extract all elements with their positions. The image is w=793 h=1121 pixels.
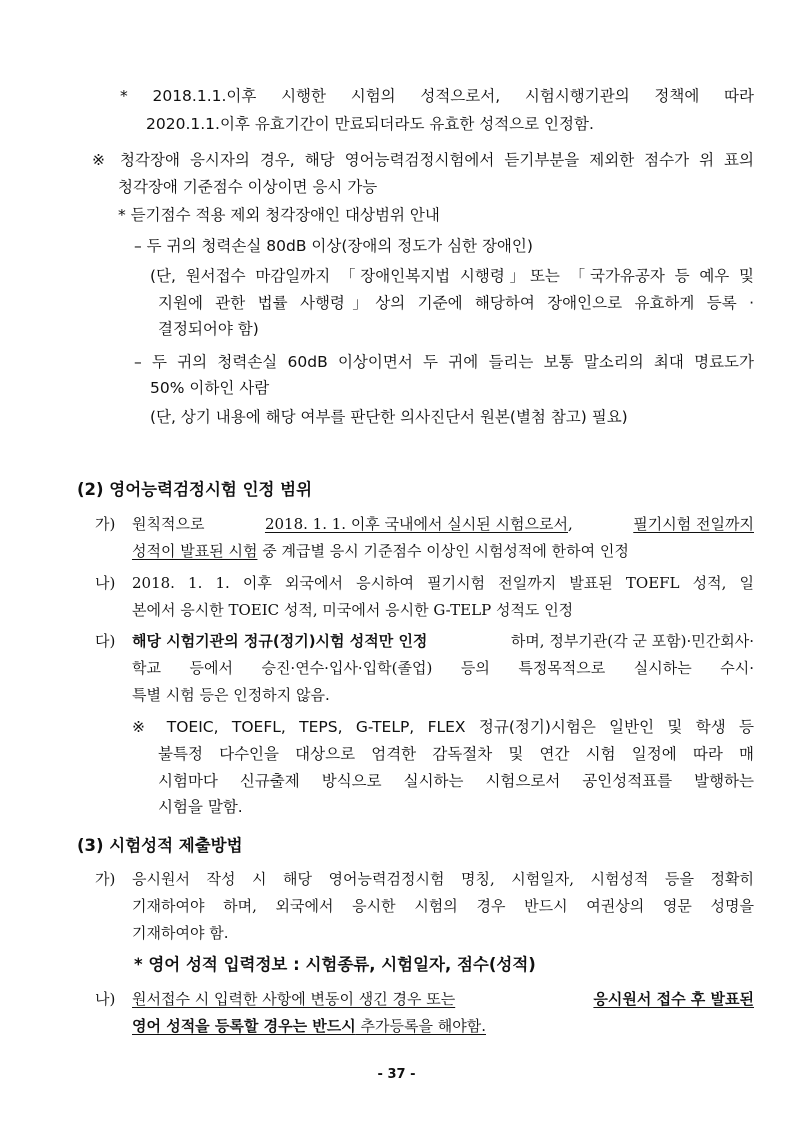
criterion-2-line-1: – 두 귀의 청력손실 60dB 이상이면서 두 귀에 들리는 보통 말소리의 최대 명료도가 [134, 353, 754, 371]
exam-note-line-1: ※ TOEIC, TOEFL, TEPS, G-TELP, FLEX 정규(정기)시험은 일반인 및 학생 등 [132, 718, 754, 736]
ga-text-principle: 원칙적으로 [132, 515, 205, 533]
ga-text-announced: 성적이 발표된 시험 [132, 542, 258, 560]
hearing-scope-title: * 듣기점수 적용 제외 청각장애인 대상범위 안내 [118, 206, 440, 224]
na-text-additional: 추가등록을 해야함. [355, 1017, 486, 1035]
section-2-heading: (2) 영어능력검정시험 인정 범위 [77, 480, 313, 499]
section-3-heading: (3) 시험성적 제출방법 [77, 836, 243, 855]
exam-note-line-4: 시험을 말함. [158, 798, 243, 816]
criterion-2-note: (단, 상기 내용에 해당 여부를 판단한 의사진단서 원본(별첨 참고) 필요) [150, 408, 628, 426]
submit-na-line-1 [132, 989, 754, 1009]
exam-note-line-3: 시험마다 신규출제 방식으로 실시하는 시험으로서 공인성적표를 발행하는 [158, 772, 754, 790]
submit-ga-line-3: 기재하여야 함. [132, 924, 229, 942]
ga-text-threshold: 중 계급별 응시 기준점수 이상인 시험성적에 한하여 인정 [257, 542, 629, 560]
submit-ga-label: 가) [95, 870, 116, 888]
item-ga-line-2 [132, 541, 629, 561]
item-da-line-2: 학교 등에서 승진·연수·입사·입학(졸업) 등의 특정목적으로 실시하는 수시· [132, 659, 754, 677]
criterion-1-note-3: 결정되어야 함) [158, 320, 259, 338]
hearing-note-line-2: 청각장애 기준점수 이상이면 응시 가능 [118, 178, 378, 196]
item-da-label: 다) [95, 632, 116, 650]
criterion-1: – 두 귀의 청력손실 80dB 이상(장애의 정도가 심한 장애인) [134, 237, 533, 255]
item-ga-label: 가) [95, 515, 116, 533]
item-na-line-1: 2018. 1. 1. 이후 외국에서 응시하여 필기시험 전일까지 발표된 TOEFL 성적, 일 [132, 574, 754, 592]
item-da-line-1 [132, 631, 754, 651]
submit-na-label: 나) [95, 990, 116, 1008]
score-input-info: * 영어 성적 입력정보 : 시험종류, 시험일자, 점수(성적) [134, 955, 536, 974]
hearing-note-line-1: ※ 청각장애 응시자의 경우, 해당 영어능력검정시험에서 듣기부분을 제외한 점수가 위 표의 [92, 151, 754, 169]
item-da-line-3: 특별 시험 등은 인정하지 않음. [132, 686, 330, 704]
da-text-rest: 하며, 정부기관(각 군 포함)·민간회사· [510, 632, 754, 650]
page-number: - 37 - [377, 1067, 416, 1082]
star-note-line-2: 2020.1.1.이후 유효기간이 만료되더라도 유효한 성적으로 인정함. [146, 115, 594, 133]
criterion-1-note-2: 지원에 관한 법률 사행령」상의 기준에 해당하여 장애인으로 유효하게 등록 · [158, 294, 754, 312]
star-note-line-1: * 2018.1.1.이후 시행한 시험의 성적으로서, 시험시행기관의 정책에 따라 [120, 87, 754, 105]
submit-ga-line-1: 응시원서 작성 시 해당 영어능력검정시험 명칭, 시험일자, 시험성적 등을 정확히 [132, 870, 754, 888]
item-ga-line-1 [132, 514, 754, 534]
na-text-must-register: 영어 성적을 등록할 경우는 반드시 [132, 1017, 356, 1035]
na-text-change: 원서접수 시 입력한 사항에 변동이 생긴 경우 또는 [132, 990, 456, 1008]
item-na-label: 나) [95, 574, 116, 592]
ga-text-comma: , [568, 515, 573, 533]
na-text-after-application: 응시원서 접수 후 발표된 [593, 990, 754, 1008]
item-na-line-2: 본에서 응시한 TOEIC 성적, 미국에서 응시한 G-TELP 성적도 인정 [132, 601, 574, 619]
ga-text-domestic-exam: 2018. 1. 1. 이후 국내에서 실시된 시험으로서 [264, 515, 568, 533]
da-text-official-only: 해당 시험기관의 정규(정기)시험 성적만 인정 [132, 632, 428, 650]
exam-note-line-2: 불특정 다수인을 대상으로 엄격한 감독절차 및 연간 시험 일정에 따라 매 [158, 745, 754, 763]
ga-text-before-written: 필기시험 전일까지 [633, 515, 754, 533]
submit-na-line-2 [132, 1016, 486, 1036]
criterion-2-line-2: 50% 이하인 사람 [150, 379, 270, 397]
criterion-1-note-1: (단, 원서접수 마감일까지 「장애인복지법 시행령」또는 「국가유공자 등 예우 및 [150, 267, 754, 285]
submit-ga-line-2: 기재하여야 하며, 외국에서 응시한 시험의 경우 반드시 여권상의 영문 성명을 [132, 897, 754, 915]
